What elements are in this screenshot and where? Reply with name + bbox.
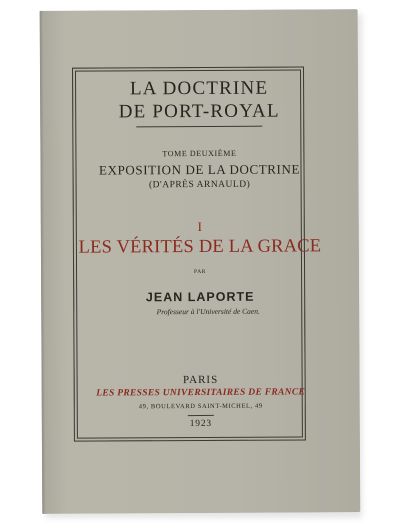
book-cover	[40, 9, 361, 514]
publisher-name: LES PRESSES UNIVERSITAIRES DE FRANCE	[96, 387, 306, 399]
subtitle-note: (D'APRÈS ARNAULD)	[148, 179, 251, 191]
title-line-1: LA DOCTRINE	[129, 77, 269, 100]
author-name: JEAN LAPORTE	[145, 289, 255, 305]
subtitle: EXPOSITION DE LA DOCTRINE	[98, 161, 301, 178]
publication-year: 1923	[189, 418, 212, 430]
address-rule	[188, 415, 214, 416]
volume-number: I	[197, 218, 203, 235]
volume-title: LES VÉRITÉS DE LA GRACE	[78, 236, 322, 258]
par-label: PAR	[194, 268, 207, 276]
title-line-2: DE PORT-ROYAL	[118, 100, 280, 123]
author-affiliation: Professeur à l'Université de Caen.	[156, 306, 260, 317]
tome-label: TOME DEUXIÈME	[162, 148, 237, 159]
publisher-address: 49, BOULEVARD SAINT-MICHEL, 49	[138, 402, 263, 411]
publisher-city: PARIS	[182, 373, 219, 387]
